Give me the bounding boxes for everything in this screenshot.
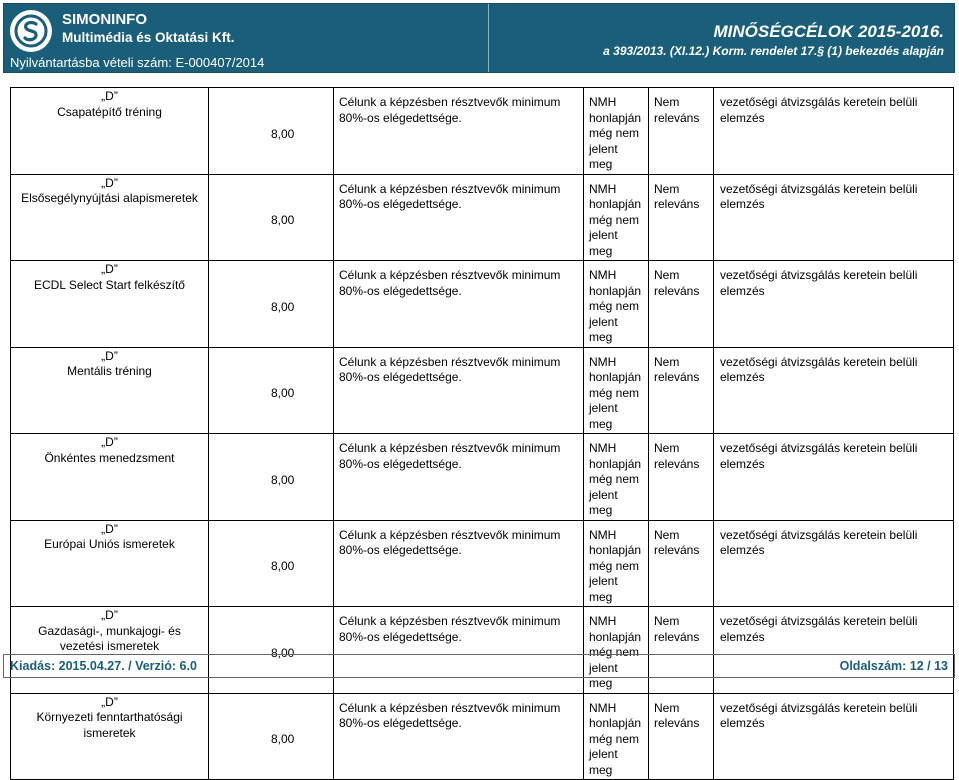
nmh-status-cell: NMH honlapján még nem jelent meg [584, 88, 649, 175]
nmh-status-cell: NMH honlapján még nem jelent meg [584, 607, 649, 694]
relevance-cell: Nem releváns [649, 347, 714, 434]
quality-goals-subtitle: a 393/2013. (XI.12.) Korm. rendelet 17.§ (1) bekezdés alapján [603, 44, 944, 58]
nmh-status-cell: NMH honlapján még nem jelent meg [584, 261, 649, 348]
method-cell: vezetőségi átvizsgálás keretein belüli elemzés [714, 607, 954, 694]
table-row [11, 434, 954, 521]
course-category: „D” [101, 435, 118, 449]
course-category: „D” [101, 89, 118, 103]
table-row [11, 607, 954, 694]
method-cell: vezetőségi átvizsgálás keretein belüli elemzés [714, 174, 954, 261]
goal-cell: Célunk a képzésben résztvevők minimum 80%-os elégedettsége. [334, 174, 584, 261]
method-cell: vezetőségi átvizsgálás keretein belüli elemzés [714, 434, 954, 521]
course-category: „D” [101, 262, 118, 276]
method-cell: vezetőségi átvizsgálás keretein belüli elemzés [714, 347, 954, 434]
score-cell: 8,00 [209, 261, 334, 348]
table-row [11, 88, 954, 175]
course-cell [11, 607, 209, 694]
method-cell: vezetőségi átvizsgálás keretein belüli elemzés [714, 693, 954, 780]
course-cell [11, 434, 209, 521]
nmh-status-cell: NMH honlapján még nem jelent meg [584, 693, 649, 780]
quality-goals-title: MINŐSÉGCÉLOK 2015-2016. [713, 22, 944, 41]
nmh-status-cell: NMH honlapján még nem jelent meg [584, 174, 649, 261]
relevance-cell: Nem releváns [649, 174, 714, 261]
relevance-cell: Nem releváns [649, 261, 714, 348]
course-title: Önkéntes menedzsment [44, 450, 175, 465]
brand-subtitle: Multimédia és Oktatási Kft. [62, 30, 235, 45]
course-title: Környezeti fenntarthatósági ismeretek [36, 710, 183, 740]
nmh-status-cell: NMH honlapján még nem jelent meg [584, 520, 649, 607]
goal-cell: Célunk a képzésben résztvevők minimum 80%-os elégedettsége. [334, 434, 584, 521]
relevance-cell: Nem releváns [649, 88, 714, 175]
relevance-cell: Nem releváns [649, 434, 714, 521]
score-cell: 8,00 [209, 607, 334, 694]
score-cell: 8,00 [209, 693, 334, 780]
simoninfo-logo-icon [10, 10, 52, 52]
table-row [11, 174, 954, 261]
score-cell: 8,00 [209, 434, 334, 521]
course-title: Csapatépítő tréning [57, 104, 162, 119]
score-cell: 8,00 [209, 88, 334, 175]
issue-version: Kiadás: 2015.04.27. / Verzió: 6.0 [10, 659, 197, 673]
goal-cell: Célunk a képzésben résztvevők minimum 80%-os elégedettsége. [334, 607, 584, 694]
course-title: Európai Uniós ismeretek [44, 537, 175, 551]
course-category: „D” [101, 694, 118, 709]
course-category: „D” [101, 348, 118, 363]
table-row [11, 693, 954, 780]
header-title-block [489, 4, 954, 72]
course-cell [11, 693, 209, 780]
course-title: ECDL Select Start felkészítő [34, 277, 185, 292]
score-cell: 8,00 [209, 174, 334, 261]
course-cell [11, 347, 209, 434]
registration-number: Nyilvántartásba vételi szám: E-000407/2014 [10, 55, 265, 70]
nmh-status-cell: NMH honlapján még nem jelent meg [584, 347, 649, 434]
score-cell: 8,00 [209, 347, 334, 434]
table-row [11, 261, 954, 348]
score-cell: 8,00 [209, 520, 334, 607]
relevance-cell: Nem releváns [649, 607, 714, 694]
page-number: Oldalszám: 12 / 13 [839, 659, 948, 673]
course-cell [11, 88, 209, 175]
course-cell [11, 261, 209, 348]
goal-cell: Célunk a képzésben résztvevők minimum 80%-os elégedettsége. [334, 693, 584, 780]
course-cell [11, 174, 209, 261]
course-title: Mentális tréning [67, 364, 152, 378]
relevance-cell: Nem releváns [649, 693, 714, 780]
nmh-status-cell: NMH honlapján még nem jelent meg [584, 434, 649, 521]
course-title: Elsősegélynyújtási alapismeretek [21, 191, 198, 205]
header-company-block [4, 4, 489, 72]
course-category: „D” [101, 608, 118, 622]
method-cell: vezetőségi átvizsgálás keretein belüli elemzés [714, 88, 954, 175]
course-cell [11, 520, 209, 607]
page-header [3, 3, 955, 73]
course-category: „D” [101, 521, 118, 536]
goal-cell: Célunk a képzésben résztvevők minimum 80%-os elégedettsége. [334, 261, 584, 348]
course-category: „D” [101, 175, 118, 190]
table-row [11, 347, 954, 434]
relevance-cell: Nem releváns [649, 520, 714, 607]
course-title: Gazdasági-, munkajogi- és vezetési ismeretek [38, 623, 181, 653]
goal-cell: Célunk a képzésben résztvevők minimum 80%-os elégedettsége. [334, 88, 584, 175]
table-row [11, 520, 954, 607]
page-footer [3, 654, 955, 678]
brand-name: SIMONINFO [62, 11, 147, 28]
method-cell: vezetőségi átvizsgálás keretein belüli elemzés [714, 520, 954, 607]
goal-cell: Célunk a képzésben résztvevők minimum 80%-os elégedettsége. [334, 347, 584, 434]
method-cell: vezetőségi átvizsgálás keretein belüli elemzés [714, 261, 954, 348]
goal-cell: Célunk a képzésben résztvevők minimum 80%-os elégedettsége. [334, 520, 584, 607]
